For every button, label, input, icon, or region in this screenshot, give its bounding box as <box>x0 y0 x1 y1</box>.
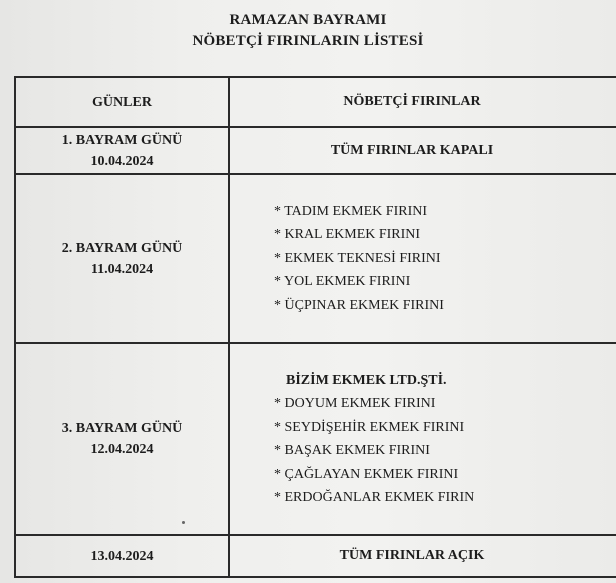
list-item: * KRAL EKMEK FIRINI <box>274 227 421 243</box>
day-label: 2. BAYRAM GÜNÜ <box>61 240 183 256</box>
bakery-cell <box>230 175 616 342</box>
day-date: 11.04.2024 <box>90 261 154 277</box>
list-item: * YOL EKMEK FIRINI <box>274 274 411 290</box>
list-item: * EKMEK TEKNESİ FIRINI <box>274 250 441 266</box>
header-days: GÜNLER <box>16 78 230 126</box>
day-cell <box>16 536 230 576</box>
bakery-list <box>230 200 616 318</box>
list-item: * ÜÇPINAR EKMEK FIRINI <box>274 297 444 313</box>
list-item: * ÇAĞLAYAN EKMEK FIRINI <box>274 466 459 482</box>
title-line-2: NÖBETÇİ FIRINLARIN LİSTESİ <box>192 33 424 49</box>
day-cell <box>16 175 230 342</box>
bakery-subheading: BİZİM EKMEK LTD.ŞTİ. <box>286 372 447 388</box>
list-item: * ERDOĞANLAR EKMEK FIRIN <box>274 490 475 505</box>
bakery-note: TÜM FIRINLAR AÇIK <box>339 548 485 564</box>
bakery-list <box>230 369 616 510</box>
day-label: 1. BAYRAM GÜNÜ <box>61 132 183 148</box>
bakery-cell <box>230 344 616 534</box>
day-cell <box>16 344 230 534</box>
duty-bakery-table <box>14 76 616 578</box>
paper-speck <box>182 521 185 524</box>
table-row <box>16 536 616 578</box>
day-date: 13.04.2024 <box>90 548 154 564</box>
header-bakeries: NÖBETÇİ FIRINLAR <box>343 94 481 110</box>
table-header-row <box>16 78 616 128</box>
day-date: 12.04.2024 <box>90 442 154 457</box>
day-date: 10.04.2024 <box>90 153 154 169</box>
title-line-1: RAMAZAN BAYRAMI <box>229 12 387 28</box>
list-item: * TADIM EKMEK FIRINI <box>274 203 428 219</box>
table-row <box>16 344 616 536</box>
document-title <box>0 10 616 52</box>
day-label: 3. BAYRAM GÜNÜ <box>61 421 183 436</box>
list-item: * DOYUM EKMEK FIRINI <box>274 396 436 411</box>
table-row <box>16 128 616 175</box>
table-row <box>16 175 616 344</box>
list-item: * BAŞAK EKMEK FIRINI <box>274 443 430 458</box>
bakery-note: TÜM FIRINLAR KAPALI <box>330 142 494 158</box>
list-item: * SEYDİŞEHİR EKMEK FIRINI <box>274 419 465 435</box>
day-cell <box>16 128 230 173</box>
